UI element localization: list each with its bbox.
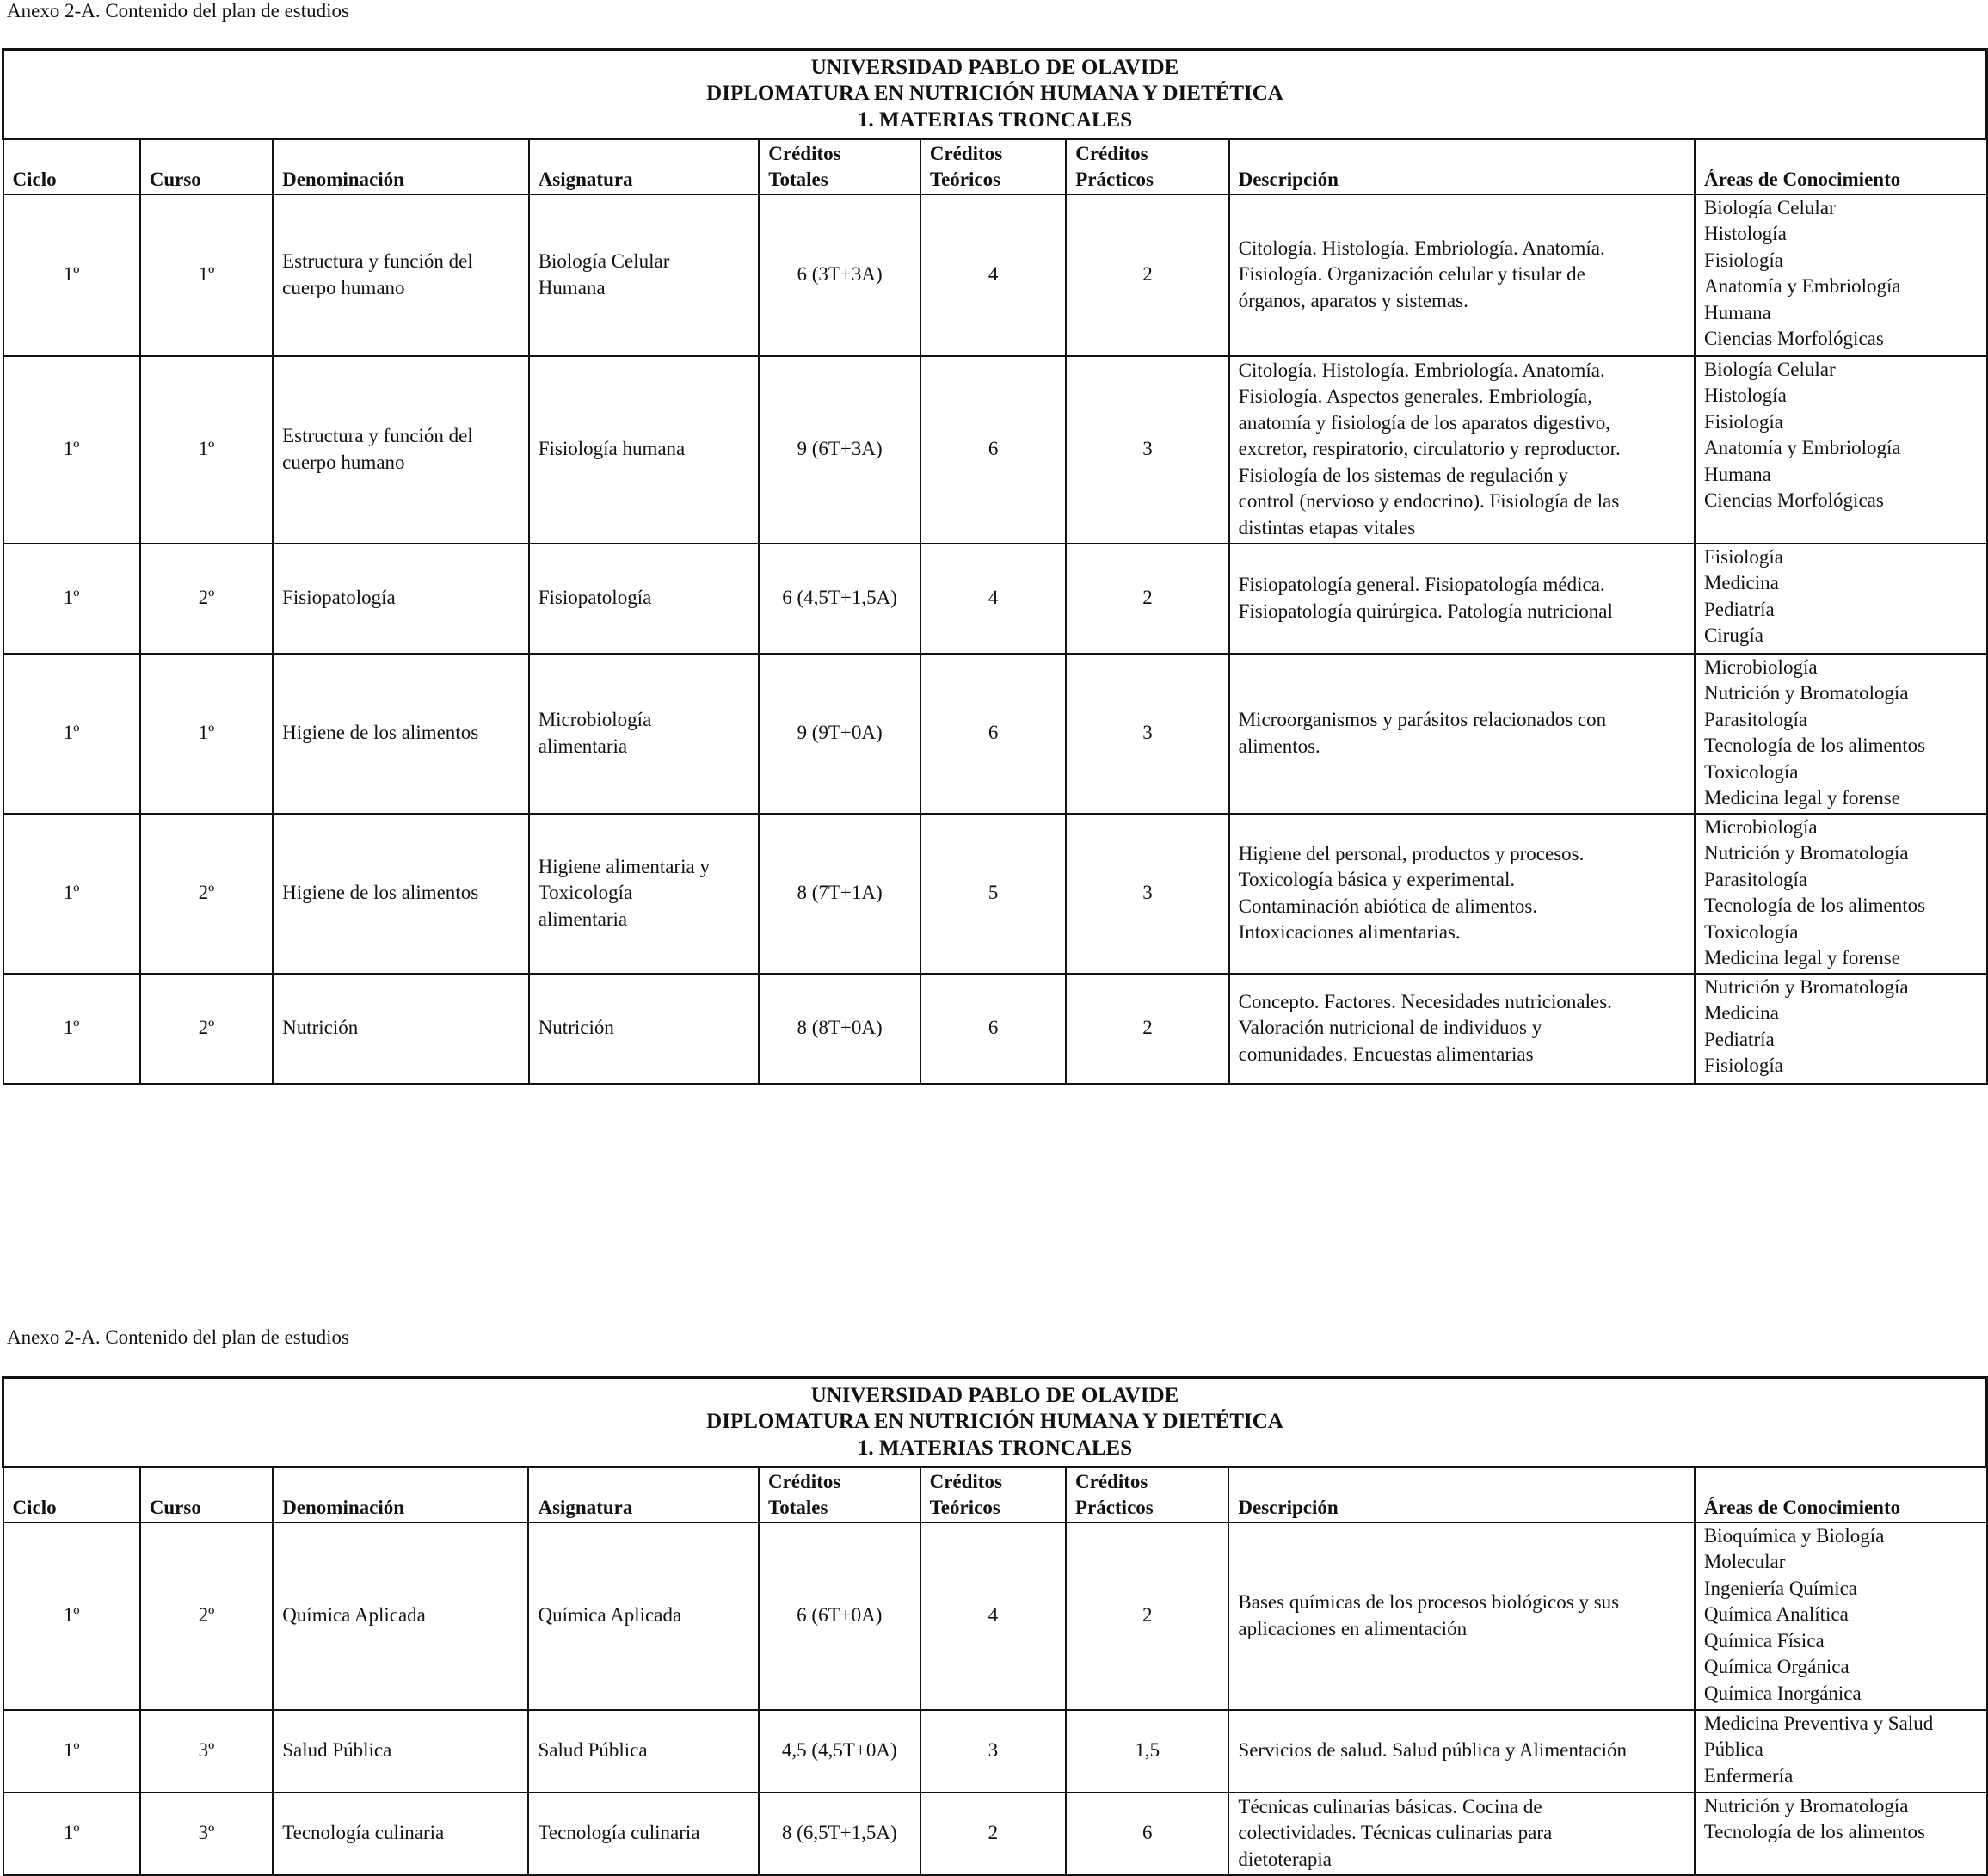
- descripcion-line: Citología. Histología. Embriología. Anatomía.: [1238, 359, 1605, 381]
- asignatura-line: Tecnología culinaria: [538, 1822, 700, 1844]
- cell-asignatura: [528, 1793, 759, 1875]
- area-line: Química Inorgánica: [1703, 1682, 1862, 1704]
- cell-ciclo: 1º: [3, 974, 140, 1084]
- col-header-creditos-practicos: [1066, 1467, 1228, 1522]
- area-line: Ciencias Morfológicas: [1703, 328, 1884, 349]
- table-row: [3, 544, 1987, 654]
- cell-curso: 1º: [140, 356, 273, 544]
- cell-areas: [1695, 544, 1987, 654]
- cell-creditos-teoricos: 6: [920, 356, 1066, 544]
- asignatura-line: Biología Celular: [538, 250, 670, 272]
- cell-denominacion: [273, 1522, 528, 1710]
- cell-curso: 1º: [140, 194, 273, 356]
- cell-areas: [1695, 194, 1987, 356]
- descripcion-line: Fisiología. Organización celular y tisular de: [1238, 263, 1585, 286]
- descripcion-line: anatomía y fisiología de los aparatos digestivo,: [1238, 411, 1611, 434]
- cell-creditos-teoricos: 3: [920, 1710, 1066, 1793]
- cell-curso: 2º: [140, 544, 273, 654]
- asignatura-line: alimentaria: [538, 907, 628, 930]
- cell-areas: [1695, 1710, 1987, 1793]
- cell-creditos-practicos: 3: [1066, 356, 1228, 544]
- col-header-curso: Curso: [140, 139, 273, 194]
- table-row: [3, 194, 1987, 356]
- descripcion-line: aplicaciones en alimentación: [1238, 1617, 1468, 1639]
- header-line: Totales: [767, 1497, 828, 1518]
- cell-denominacion: [273, 974, 529, 1084]
- asignatura-line: Higiene alimentaria y: [538, 855, 710, 877]
- header-line: Prácticos: [1075, 1497, 1154, 1518]
- cell-areas: [1695, 1793, 1987, 1875]
- asignatura-line: Microbiología: [538, 709, 652, 730]
- header-line: Créditos: [768, 142, 841, 164]
- header-line: Créditos: [929, 1470, 1002, 1492]
- cell-descripcion: [1229, 356, 1695, 544]
- cell-creditos-practicos: 2: [1066, 1522, 1228, 1710]
- cell-asignatura: [529, 814, 760, 974]
- cell-descripcion: [1229, 654, 1695, 814]
- denominacion-line: cuerpo humano: [282, 451, 405, 473]
- area-line: Histología: [1703, 384, 1787, 406]
- area-line: Tecnología de los alimentos: [1703, 735, 1926, 756]
- cell-descripcion: [1228, 1793, 1694, 1875]
- col-header-asignatura: Asignatura: [528, 1467, 759, 1522]
- cell-areas: [1695, 1522, 1987, 1710]
- cell-creditos-practicos: 2: [1066, 974, 1228, 1084]
- table-row: [3, 356, 1987, 544]
- area-line: Microbiología: [1703, 815, 1818, 838]
- col-header-creditos-teoricos: [920, 139, 1066, 194]
- cell-curso: 2º: [140, 1522, 273, 1710]
- asignatura-line: Toxicología: [538, 882, 633, 904]
- area-line: Nutrición y Bromatología: [1703, 842, 1909, 864]
- header-row: [3, 139, 1987, 194]
- cell-descripcion: [1229, 814, 1695, 974]
- table-title: [3, 1378, 1987, 1467]
- cell-areas: [1695, 356, 1987, 544]
- descripcion-line: control (nervioso y endocrino). Fisiología de las: [1238, 490, 1620, 513]
- area-line: Pediatría: [1703, 598, 1775, 620]
- header-line: Créditos: [1075, 1470, 1148, 1492]
- area-line: Química Analítica: [1703, 1603, 1849, 1625]
- area-line: Anatomía y Embriología: [1703, 437, 1901, 458]
- title-line: UNIVERSIDAD PABLO DE OLAVIDE: [810, 1383, 1179, 1407]
- col-header-ciclo: Ciclo: [3, 139, 140, 194]
- title-row: [3, 50, 1987, 139]
- col-header-areas: Áreas de Conocimiento: [1695, 1467, 1987, 1522]
- descripcion-line: excretor, respiratorio, circulatorio y reproductor.: [1238, 438, 1621, 460]
- col-header-ciclo: Ciclo: [3, 1467, 140, 1522]
- descripcion-line: Bases químicas de los procesos biológicos y sus: [1238, 1591, 1620, 1613]
- title-line: 1. MATERIAS TRONCALES: [857, 108, 1133, 132]
- cell-denominacion: [273, 544, 529, 654]
- area-line: Ciencias Morfológicas: [1703, 489, 1884, 511]
- curriculum-table: [2, 48, 1988, 1085]
- col-header-creditos-practicos: [1066, 139, 1228, 194]
- header-line: Créditos: [1075, 142, 1148, 164]
- area-line: Molecular: [1703, 1551, 1786, 1572]
- area-line: Ingeniería Química: [1703, 1577, 1858, 1599]
- area-line: Toxicología: [1703, 760, 1799, 783]
- cell-creditos-totales: 6 (4,5T+1,5A): [759, 544, 920, 654]
- table-row: [3, 1793, 1987, 1875]
- cell-denominacion: [273, 356, 529, 544]
- area-line: Fisiología: [1703, 545, 1783, 568]
- denominacion-line: cuerpo humano: [282, 276, 405, 298]
- cell-creditos-totales: 9 (6T+3A): [759, 356, 920, 544]
- area-line: Bioquímica y Biología: [1703, 1524, 1885, 1547]
- cell-creditos-practicos: 2: [1066, 194, 1228, 356]
- asignatura-line: Salud Pública: [538, 1739, 648, 1762]
- area-line: Medicina: [1703, 1002, 1779, 1024]
- cell-creditos-teoricos: 4: [920, 544, 1066, 654]
- area-line: Parasitología: [1703, 708, 1808, 730]
- cell-curso: 2º: [140, 814, 273, 974]
- descripcion-line: Higiene del personal, productos y procesos.: [1238, 842, 1585, 864]
- cell-descripcion: [1228, 1710, 1694, 1793]
- header-line: Totales: [768, 169, 828, 190]
- denominacion-line: Estructura y función del: [282, 250, 473, 272]
- area-line: Enfermería: [1703, 1764, 1794, 1787]
- asignatura-line: Química Aplicada: [538, 1604, 682, 1627]
- header-line: Teóricos: [929, 169, 1001, 190]
- area-line: Tecnología de los alimentos: [1703, 895, 1926, 916]
- annex-caption: Anexo 2-A. Contenido del plan de estudios: [7, 0, 349, 22]
- cell-creditos-totales: 6 (3T+3A): [759, 194, 920, 356]
- cell-descripcion: [1229, 544, 1695, 654]
- cell-areas: [1695, 974, 1987, 1084]
- cell-creditos-teoricos: 6: [920, 974, 1066, 1084]
- cell-asignatura: [529, 974, 760, 1084]
- area-line: Nutrición y Bromatología: [1703, 975, 1909, 998]
- header-line: Créditos: [767, 1470, 841, 1492]
- cell-creditos-totales: 8 (7T+1A): [759, 814, 920, 974]
- cell-asignatura: [529, 194, 760, 356]
- area-line: Biología Celular: [1703, 196, 1836, 218]
- table-row: [3, 654, 1987, 814]
- cell-creditos-totales: 4,5 (4,5T+0A): [759, 1710, 920, 1793]
- denominacion-line: Fisiopatología: [282, 587, 396, 609]
- descripcion-line: comunidades. Encuestas alimentarias: [1238, 1043, 1534, 1065]
- descripcion-line: Fisiopatología general. Fisiopatología médica.: [1238, 574, 1605, 595]
- cell-ciclo: 1º: [3, 1522, 140, 1710]
- cell-creditos-totales: 6 (6T+0A): [759, 1522, 920, 1710]
- title-line: 1. MATERIAS TRONCALES: [857, 1436, 1133, 1460]
- descripcion-line: Valoración nutricional de individuos y: [1238, 1017, 1542, 1039]
- header-row: [3, 1467, 1987, 1522]
- cell-denominacion: [273, 1793, 528, 1875]
- cell-creditos-totales: 9 (9T+0A): [759, 654, 920, 814]
- cell-ciclo: 1º: [3, 814, 140, 974]
- cell-ciclo: 1º: [3, 1793, 140, 1875]
- asignatura-line: Fisiología humana: [538, 438, 686, 460]
- area-line: Medicina legal y forense: [1703, 947, 1900, 969]
- descripcion-line: Fisiología de los sistemas de regulación y: [1238, 464, 1568, 486]
- descripcion-line: órganos, aparatos y sistemas.: [1238, 289, 1468, 311]
- descripcion-line: Intoxicaciones alimentarias.: [1238, 921, 1461, 943]
- descripcion-line: Citología. Histología. Embriología. Anatomía.: [1238, 237, 1605, 259]
- area-line: Fisiología: [1703, 249, 1783, 271]
- asignatura-line: Humana: [538, 276, 606, 298]
- denominacion-line: Higiene de los alimentos: [282, 882, 479, 904]
- cell-creditos-practicos: 6: [1066, 1793, 1228, 1875]
- denominacion-line: Tecnología culinaria: [282, 1822, 445, 1844]
- curriculum-table: [2, 1376, 1988, 1876]
- cell-creditos-totales: 8 (8T+0A): [759, 974, 920, 1084]
- annex-caption: Anexo 2-A. Contenido del plan de estudios: [7, 1326, 349, 1348]
- cell-ciclo: 1º: [3, 654, 140, 814]
- cell-creditos-totales: 8 (6,5T+1,5A): [759, 1793, 920, 1875]
- area-line: Fisiología: [1703, 1055, 1783, 1076]
- descripcion-line: Técnicas culinarias básicas. Cocina de: [1238, 1795, 1542, 1818]
- cell-creditos-teoricos: 6: [920, 654, 1066, 814]
- area-line: Fisiología: [1703, 410, 1783, 433]
- col-header-creditos-totales: [759, 1467, 920, 1522]
- asignatura-line: Nutrición: [538, 1017, 614, 1039]
- cell-descripcion: [1228, 1522, 1694, 1710]
- cell-curso: 3º: [140, 1793, 273, 1875]
- cell-areas: [1695, 814, 1987, 974]
- cell-areas: [1695, 654, 1987, 814]
- descripcion-line: Microorganismos y parásitos relacionados con: [1238, 709, 1607, 730]
- col-header-curso: Curso: [140, 1467, 273, 1522]
- cell-asignatura: [528, 1522, 759, 1710]
- area-line: Química Física: [1703, 1629, 1825, 1651]
- col-header-descripcion: Descripción: [1229, 139, 1695, 194]
- cell-descripcion: [1229, 194, 1695, 356]
- cell-denominacion: [273, 814, 529, 974]
- descripcion-line: Toxicología básica y experimental.: [1238, 869, 1516, 890]
- descripcion-line: Concepto. Factores. Necesidades nutricionales.: [1238, 990, 1612, 1012]
- cell-curso: 2º: [140, 974, 273, 1084]
- cell-asignatura: [529, 654, 760, 814]
- descripcion-line: Fisiopatología quirúrgica. Patología nutricional: [1238, 600, 1613, 622]
- cell-asignatura: [529, 356, 760, 544]
- descripcion-line: Fisiología. Aspectos generales. Embriología,: [1238, 385, 1592, 408]
- area-line: Pública: [1703, 1738, 1763, 1760]
- area-line: Química Orgánica: [1703, 1656, 1850, 1677]
- cell-descripcion: [1229, 974, 1695, 1084]
- cell-denominacion: [273, 194, 529, 356]
- denominacion-line: Estructura y función del: [282, 425, 473, 446]
- denominacion-line: Química Aplicada: [282, 1604, 426, 1627]
- cell-curso: 1º: [140, 654, 273, 814]
- area-line: Tecnología de los alimentos: [1703, 1821, 1925, 1842]
- descripcion-line: dietoterapia: [1238, 1848, 1332, 1870]
- descripcion-line: distintas etapas vitales: [1238, 516, 1416, 538]
- area-line: Cirugía: [1703, 624, 1763, 646]
- descripcion-line: colectividades. Técnicas culinarias para: [1238, 1822, 1553, 1844]
- denominacion-line: Nutrición: [282, 1017, 359, 1039]
- cell-asignatura: [528, 1710, 759, 1793]
- cell-creditos-teoricos: 4: [920, 194, 1066, 356]
- title-line: UNIVERSIDAD PABLO DE OLAVIDE: [810, 55, 1179, 79]
- table-row: [3, 974, 1987, 1084]
- cell-creditos-practicos: 1,5: [1066, 1710, 1228, 1793]
- col-header-denominacion: Denominación: [273, 1467, 528, 1522]
- denominacion-line: Salud Pública: [282, 1739, 392, 1762]
- cell-ciclo: 1º: [3, 544, 140, 654]
- col-header-asignatura: Asignatura: [529, 139, 760, 194]
- title-row: [3, 1378, 1987, 1467]
- col-header-descripcion: Descripción: [1228, 1467, 1694, 1522]
- cell-ciclo: 1º: [3, 1710, 140, 1793]
- col-header-denominacion: Denominación: [273, 139, 529, 194]
- asignatura-line: Fisiopatología: [538, 587, 652, 609]
- area-line: Medicina Preventiva y Salud: [1703, 1712, 1934, 1734]
- cell-ciclo: 1º: [3, 356, 140, 544]
- header-line: Teóricos: [929, 1497, 1000, 1518]
- col-header-areas: Áreas de Conocimiento: [1695, 139, 1987, 194]
- title-line: DIPLOMATURA EN NUTRICIÓN HUMANA Y DIETÉTICA: [706, 82, 1283, 106]
- cell-creditos-practicos: 2: [1066, 544, 1228, 654]
- cell-creditos-teoricos: 2: [920, 1793, 1066, 1875]
- area-line: Toxicología: [1703, 920, 1799, 943]
- table-row: [3, 1710, 1987, 1793]
- title-line: DIPLOMATURA EN NUTRICIÓN HUMANA Y DIETÉTICA: [706, 1410, 1283, 1434]
- descripcion-line: Servicios de salud. Salud pública y Alimentación: [1238, 1739, 1628, 1762]
- area-line: Nutrición y Bromatología: [1703, 1794, 1909, 1817]
- cell-creditos-practicos: 3: [1066, 654, 1228, 814]
- col-header-creditos-totales: [759, 139, 920, 194]
- area-line: Humana: [1703, 463, 1771, 485]
- cell-denominacion: [273, 1710, 528, 1793]
- asignatura-line: alimentaria: [538, 735, 628, 757]
- area-line: Pediatría: [1703, 1028, 1775, 1050]
- denominacion-line: Higiene de los alimentos: [282, 722, 479, 744]
- header-line: Créditos: [929, 142, 1003, 164]
- table-title: [3, 50, 1987, 139]
- cell-creditos-practicos: 3: [1066, 814, 1228, 974]
- area-line: Medicina: [1703, 572, 1779, 594]
- cell-creditos-teoricos: 5: [920, 814, 1066, 974]
- area-line: Anatomía y Embriología: [1703, 275, 1901, 297]
- cell-curso: 3º: [140, 1710, 273, 1793]
- table-row: [3, 814, 1987, 974]
- header-line: Prácticos: [1075, 169, 1154, 190]
- area-line: Humana: [1703, 301, 1771, 323]
- cell-creditos-teoricos: 4: [920, 1522, 1066, 1710]
- table-row: [3, 1522, 1987, 1710]
- area-line: Nutrición y Bromatología: [1703, 682, 1909, 704]
- cell-ciclo: 1º: [3, 194, 140, 356]
- area-line: Microbiología: [1703, 655, 1818, 678]
- descripcion-line: Contaminación abiótica de alimentos.: [1238, 895, 1538, 917]
- area-line: Medicina legal y forense: [1703, 787, 1900, 809]
- cell-denominacion: [273, 654, 529, 814]
- col-header-creditos-teoricos: [920, 1467, 1066, 1522]
- descripcion-line: alimentos.: [1238, 735, 1320, 757]
- area-line: Biología Celular: [1703, 358, 1836, 380]
- area-line: Histología: [1703, 223, 1787, 244]
- area-line: Parasitología: [1703, 868, 1808, 890]
- cell-asignatura: [529, 544, 760, 654]
